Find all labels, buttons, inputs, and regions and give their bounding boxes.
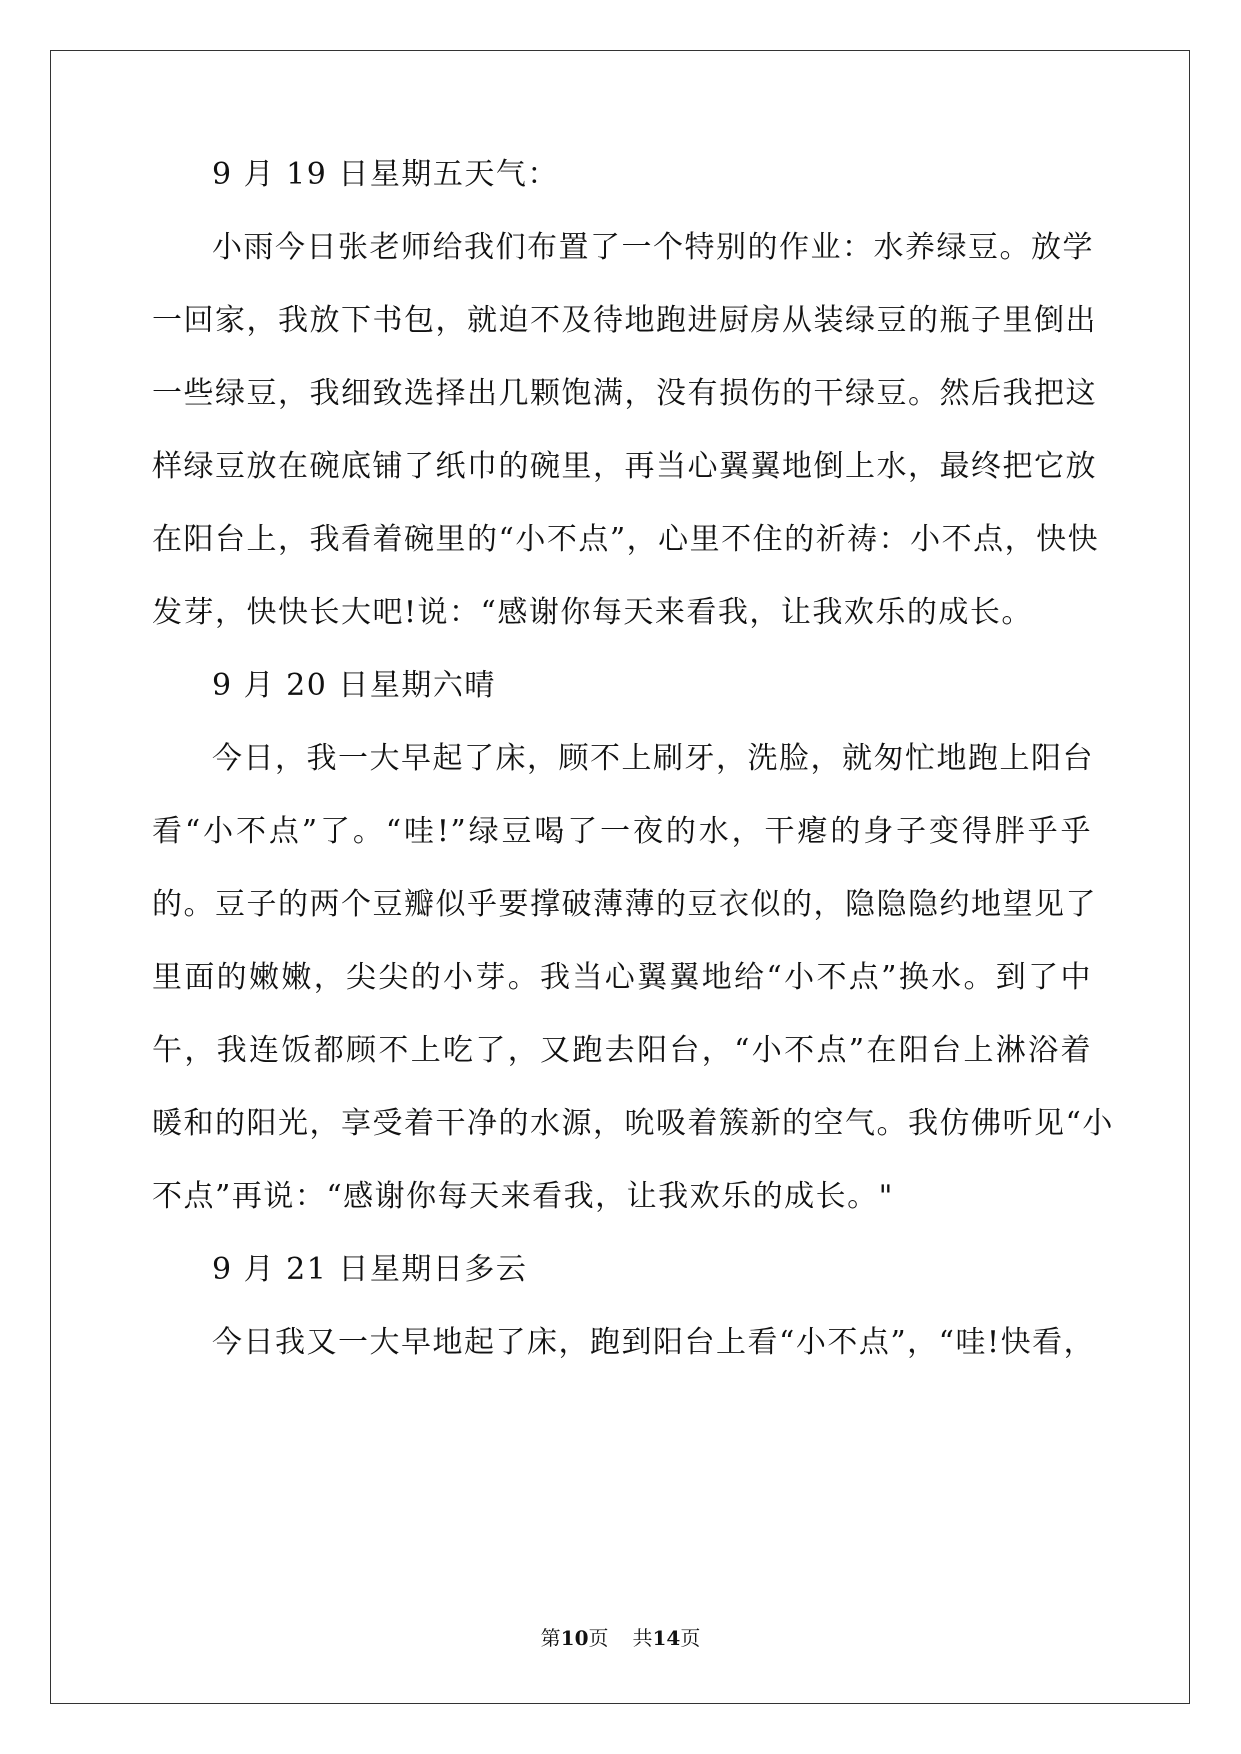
paragraph-line: 暖和的阳光，享受着干净的水源，吮吸着簇新的空气。我仿佛听见“小: [152, 1106, 1114, 1141]
page-number-suffix: 页: [588, 1626, 609, 1650]
paragraph-line: 今日我又一大早地起了床，跑到阳台上看“小不点”，“哇!快看，: [212, 1325, 1096, 1360]
paragraph-line: 一些绿豆，我细致选择出几颗饱满，没有损伤的干绿豆。然后我把这: [152, 376, 1097, 411]
paragraph-line: 的。豆子的两个豆瓣似乎要撑破薄薄的豆衣似的，隐隐隐约地望见了: [152, 887, 1097, 922]
paragraph-line: 在阳台上，我看着碗里的“小不点”，心里不住的祈祷：小不点，快快: [152, 522, 1100, 557]
page-total-suffix: 页: [680, 1626, 701, 1650]
page-footer: [0, 1622, 1241, 1651]
paragraph-line: 小雨今日张老师给我们布置了一个特别的作业：水养绿豆。放学: [212, 230, 1094, 265]
date-heading: 9 月 20 日星期六晴: [212, 668, 496, 703]
paragraph-line: 样绿豆放在碗底铺了纸巾的碗里，再当心翼翼地倒上水，最终把它放: [152, 449, 1097, 484]
page-number-prefix: 第: [540, 1626, 561, 1650]
date-heading: 9 月 19 日星期五天气：: [212, 157, 559, 192]
page-total-prefix: 共: [632, 1626, 653, 1650]
date-heading: 9 月 21 日星期日多云: [212, 1252, 528, 1287]
paragraph-line: 今日，我一大早起了床，顾不上刷牙，洗脸，就匆忙地跑上阳台: [212, 741, 1094, 776]
paragraph-line: 发芽，快快长大吧!说：“感谢你每天来看我，让我欢乐的成长。: [152, 595, 1033, 630]
page-number-current: 10: [560, 1626, 589, 1650]
paragraph-line: 一回家，我放下书包，就迫不及待地跑进厨房从装绿豆的瓶子里倒出: [152, 303, 1097, 338]
paragraph-line: 看“小不点”了。“哇!”绿豆喝了一夜的水，干瘪的身子变得胖乎乎: [152, 814, 1092, 849]
paragraph-line: 里面的嫩嫩，尖尖的小芽。我当心翼翼地给“小不点”换水。到了中: [152, 960, 1092, 995]
paragraph-line: 不点”再说：“感谢你每天来看我，让我欢乐的成长。": [152, 1179, 894, 1214]
paragraph-line: 午，我连饭都顾不上吃了，又跑去阳台，“小不点”在阳台上淋浴着: [152, 1033, 1092, 1068]
page-total: 14: [652, 1626, 681, 1650]
